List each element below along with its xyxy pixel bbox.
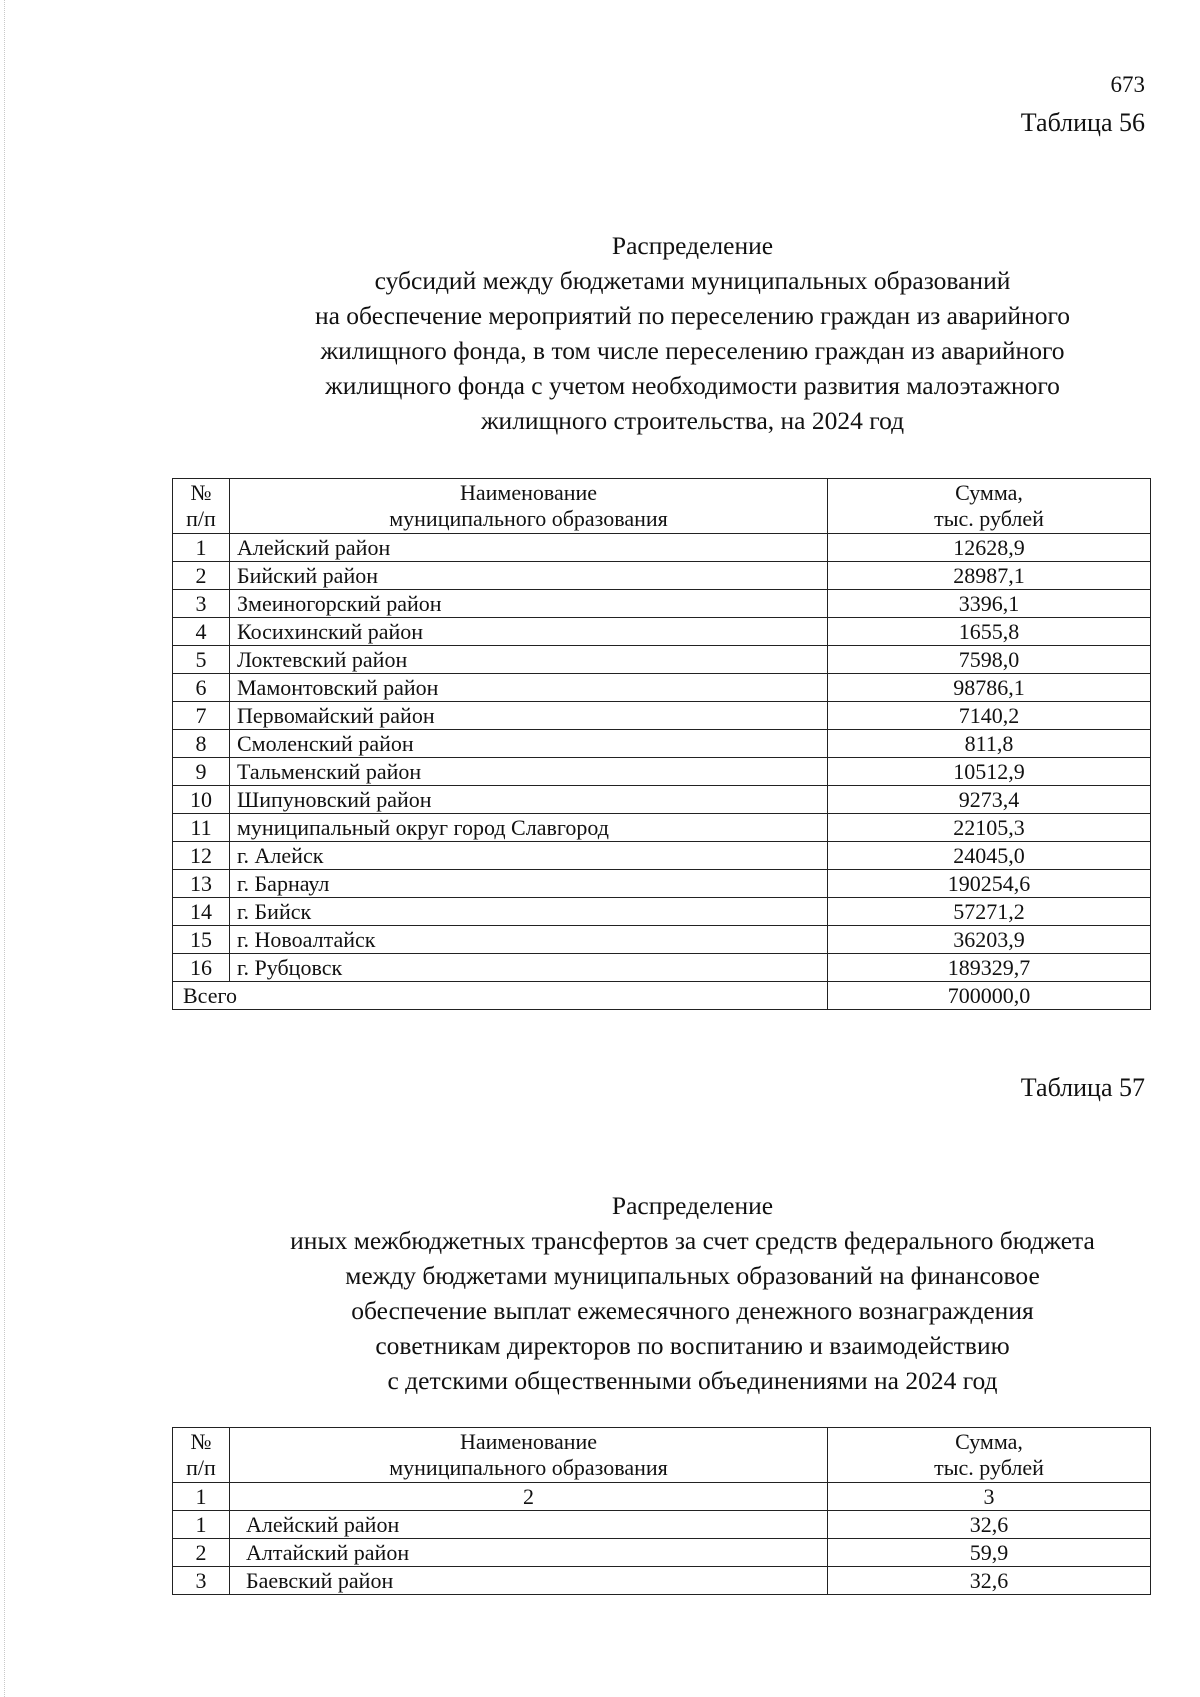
page-number: 673 [1110,72,1145,97]
heading-line: с детскими общественными объединениями на 2024 год [387,1366,998,1395]
row-municipality-name: Локтевский район [230,646,828,674]
row-municipality-name: Смоленский район [230,730,828,758]
table-row [173,842,1151,870]
table-56 [172,478,1151,1010]
row-sum: 811,8 [828,730,1151,758]
table-row [173,954,1151,982]
row-sum: 57271,2 [828,898,1151,926]
row-number: 5 [173,646,230,674]
table-row [173,590,1151,618]
row-municipality-name: муниципальный округ город Славгород [230,814,828,842]
table-row [173,870,1151,898]
row-sum: 3396,1 [828,590,1151,618]
row-municipality-name: г. Алейск [230,842,828,870]
row-sum: 7598,0 [828,646,1151,674]
row-sum: 59,9 [828,1539,1151,1567]
table-row [173,1567,1151,1595]
row-sum: 98786,1 [828,674,1151,702]
row-number: 7 [173,702,230,730]
header-sum-cell: Сумма, тыс. рублей [828,1428,1151,1483]
scan-margin-edge [4,0,7,1697]
row-number: 10 [173,786,230,814]
row-municipality-name: Первомайский район [230,702,828,730]
row-number: 14 [173,898,230,926]
row-municipality-name: г. Рубцовск [230,954,828,982]
row-number: 12 [173,842,230,870]
row-municipality-name: Алейский район [230,1511,828,1539]
heading-line: между бюджетами муниципальных образований на финансовое [345,1261,1040,1290]
row-number: 4 [173,618,230,646]
heading-line: иных межбюджетных трансфертов за счет средств федерального бюджета [290,1226,1095,1255]
row-sum: 189329,7 [828,954,1151,982]
total-label: Всего [173,982,828,1010]
row-sum: 1655,8 [828,618,1151,646]
row-sum: 36203,9 [828,926,1151,954]
row-municipality-name: Алейский район [230,534,828,562]
row-sum: 12628,9 [828,534,1151,562]
header-sum-cell: Сумма, тыс. рублей [828,479,1151,534]
row-number: 1 [173,1511,230,1539]
row-number: 16 [173,954,230,982]
heading-line: жилищного строительства, на 2024 год [480,406,905,435]
heading-line: советникам директоров по воспитанию и взаимодействию [375,1331,1010,1360]
table-header-row [173,1428,1151,1483]
row-number: 2 [173,1539,230,1567]
table-row [173,898,1151,926]
heading-line: жилищного фонда с учетом необходимости развития малоэтажного [325,371,1060,400]
header-name-cell: Наименование муниципального образования [230,479,828,534]
row-sum: 32,6 [828,1567,1151,1595]
table-56-heading [200,228,1185,438]
row-number: 11 [173,814,230,842]
heading-line: обеспечение выплат ежемесячного денежного вознаграждения [351,1296,1034,1325]
row-municipality-name: г. Бийск [230,898,828,926]
table-row [173,730,1151,758]
table-57 [172,1427,1151,1595]
table-row [173,618,1151,646]
table-56-label: Таблица 56 [1020,108,1145,137]
row-sum: 28987,1 [828,562,1151,590]
table-row [173,926,1151,954]
row-sum: 9273,4 [828,786,1151,814]
row-municipality-name: Алтайский район [230,1539,828,1567]
row-sum: 10512,9 [828,758,1151,786]
table-row [173,674,1151,702]
heading-line: субсидий между бюджетами муниципальных образований [374,266,1011,295]
table-57-heading [200,1188,1185,1398]
row-municipality-name: Мамонтовский район [230,674,828,702]
table-row [173,814,1151,842]
row-number: 15 [173,926,230,954]
row-number: 1 [173,534,230,562]
row-municipality-name: Шипуновский район [230,786,828,814]
table-57-label: Таблица 57 [1020,1073,1145,1102]
header-name-cell: Наименование муниципального образования [230,1428,828,1483]
row-number: 3 [173,590,230,618]
row-sum: 190254,6 [828,870,1151,898]
row-number: 8 [173,730,230,758]
column-number-2: 2 [230,1483,828,1511]
row-municipality-name: Бийский район [230,562,828,590]
table-row [173,786,1151,814]
row-number: 9 [173,758,230,786]
row-number: 2 [173,562,230,590]
header-num-cell: № п/п [173,479,230,534]
table-row [173,1511,1151,1539]
heading-line: Распределение [611,231,774,260]
row-municipality-name: Баевский район [230,1567,828,1595]
table-row [173,758,1151,786]
heading-line: Распределение [611,1191,774,1220]
row-municipality-name: г. Барнаул [230,870,828,898]
heading-line: жилищного фонда, в том числе переселению граждан из аварийного [320,336,1065,365]
table-row [173,1539,1151,1567]
row-number: 3 [173,1567,230,1595]
table-row [173,702,1151,730]
row-number: 6 [173,674,230,702]
table-total-row [173,982,1151,1010]
total-sum: 700000,0 [828,982,1151,1010]
heading-line: на обеспечение мероприятий по переселению граждан из аварийного [314,301,1071,330]
header-num-cell: № п/п [173,1428,230,1483]
column-number-1: 1 [173,1483,230,1511]
row-number: 13 [173,870,230,898]
table-row [173,534,1151,562]
column-number-3: 3 [828,1483,1151,1511]
row-sum: 24045,0 [828,842,1151,870]
row-sum: 32,6 [828,1511,1151,1539]
row-municipality-name: г. Новоалтайск [230,926,828,954]
row-municipality-name: Тальменский район [230,758,828,786]
row-sum: 22105,3 [828,814,1151,842]
table-row [173,562,1151,590]
column-number-row [173,1483,1151,1511]
table-header-row [173,479,1151,534]
row-municipality-name: Змеиногорский район [230,590,828,618]
row-municipality-name: Косихинский район [230,618,828,646]
row-sum: 7140,2 [828,702,1151,730]
table-row [173,646,1151,674]
